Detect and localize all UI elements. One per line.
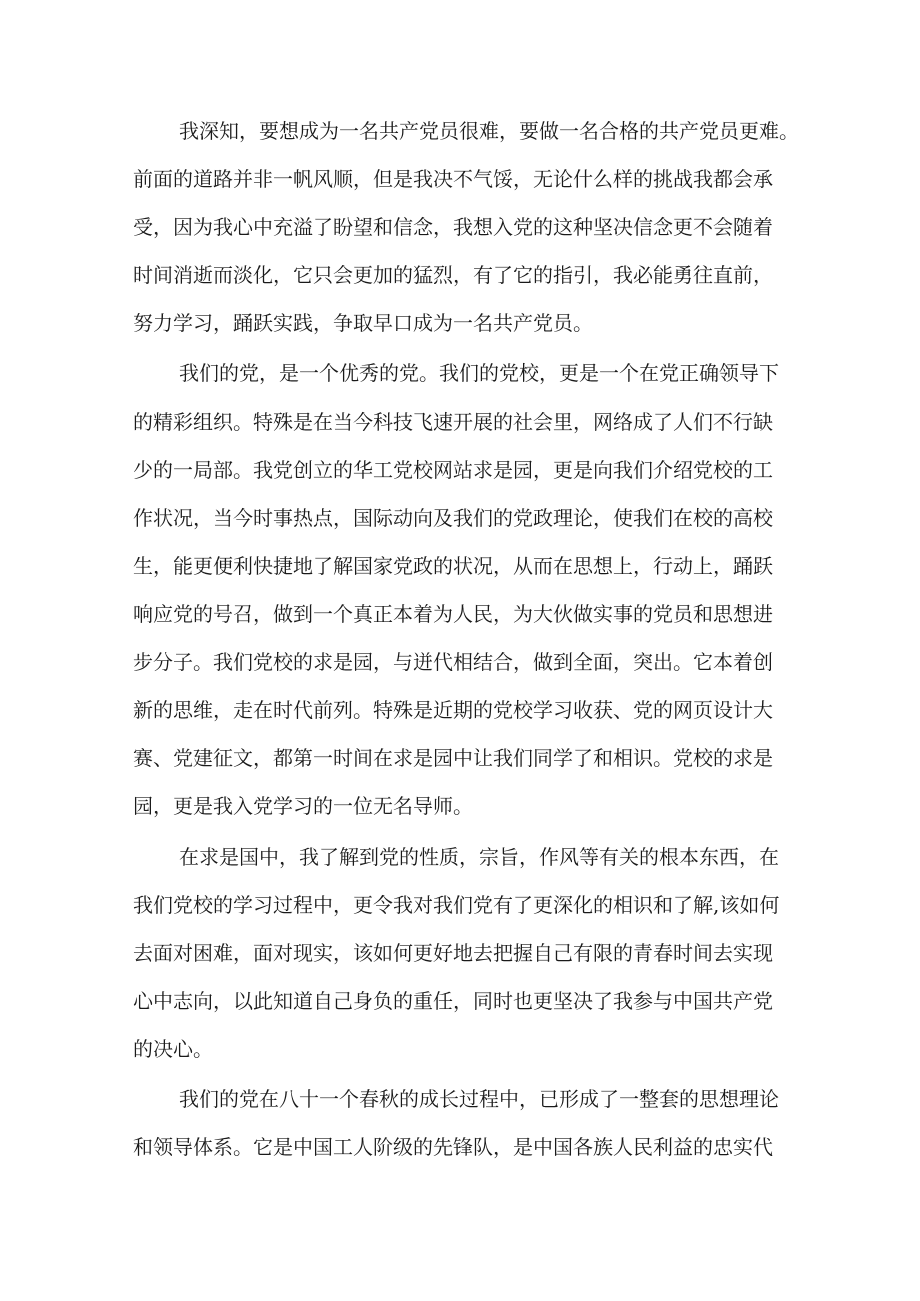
paragraph-2-line-7: 步分子。我们党校的求是园，与迸代相结合，做到全面，突出。它本着创 xyxy=(133,650,773,674)
paragraph-2-line-1: 我们的党，是一个优秀的党。我们的党校，更是一个在党正确领导下 xyxy=(179,361,779,385)
paragraph-2-line-9: 赛、党建征文，都第一时间在求是园中让我们同学了和相识。党校的求是 xyxy=(133,746,773,770)
paragraph-2-line-4: 作状况，当今时事热点，国际动向及我们的党政理论，使我们在校的高校 xyxy=(133,506,773,530)
paragraph-4-line-1: 我们的党在八十一个春秋的成长过程中，已形成了一整套的思想理论 xyxy=(179,1087,779,1111)
paragraph-3-line-1: 在求是国中，我了解到党的性质，宗旨，作风等有关的根本东西，在 xyxy=(179,845,779,869)
paragraph-4-line-2: 和领导体系。它是中国工人阶级的先锋队，是中国各族人民利益的忠实代 xyxy=(133,1135,773,1159)
paragraph-3-line-2: 我们党校的学习过程中，更令我对我们党有了更深化的相识和了解,该如何 xyxy=(133,893,780,917)
paragraph-1-line-5: 努力学习，踊跃实践，争取早口成为一名共产党员。 xyxy=(133,311,593,335)
paragraph-2-line-6: 响应党的号召，做到一个真正本着为人民，为大伙做实事的党员和思想进 xyxy=(133,602,773,626)
paragraph-1-line-2: 前面的道路并非一帆风顺，但是我决不气馁，无论什么样的挑战我都会承 xyxy=(133,167,773,191)
paragraph-1-line-3: 受，因为我心中充溢了盼望和信念，我想入党的这种坚决信念更不会随着 xyxy=(133,215,773,239)
paragraph-2-line-5: 生，能更便利快捷地了解国家党政的状况，从而在思想上，行动上，踊跃 xyxy=(133,554,773,578)
paragraph-1-line-1: 我深知，要想成为一名共产党员很难，要做一名合格的共产党员更难。 xyxy=(179,119,799,143)
paragraph-3-line-4: 心中志向，以此知道自己身负的重任，同时也更坚决了我参与中国共产党 xyxy=(133,989,773,1013)
paragraph-2-line-10: 园，更是我入党学习的一位无名导师。 xyxy=(133,794,473,818)
paragraph-1-line-4: 时间消逝而淡化，它只会更加的猛烈，有了它的指引，我必能勇往直前， xyxy=(133,263,773,287)
paragraph-3-line-5: 的决心。 xyxy=(133,1037,213,1061)
paragraph-2-line-3: 少的一局部。我党创立的华工党校网站求是园，更是向我们介绍党校的工 xyxy=(133,458,773,482)
paragraph-2-line-8: 新的思维，走在时代前列。特殊是近期的党校学习收获、党的网页设计大 xyxy=(133,698,773,722)
paragraph-3-line-3: 去面对困难，面对现实，该如何更好地去把握自己有限的青春时间去实现 xyxy=(133,941,773,965)
paragraph-2-line-2: 的精彩组织。特殊是在当今科技飞速开展的社会里，网络成了人们不行缺 xyxy=(133,410,773,434)
